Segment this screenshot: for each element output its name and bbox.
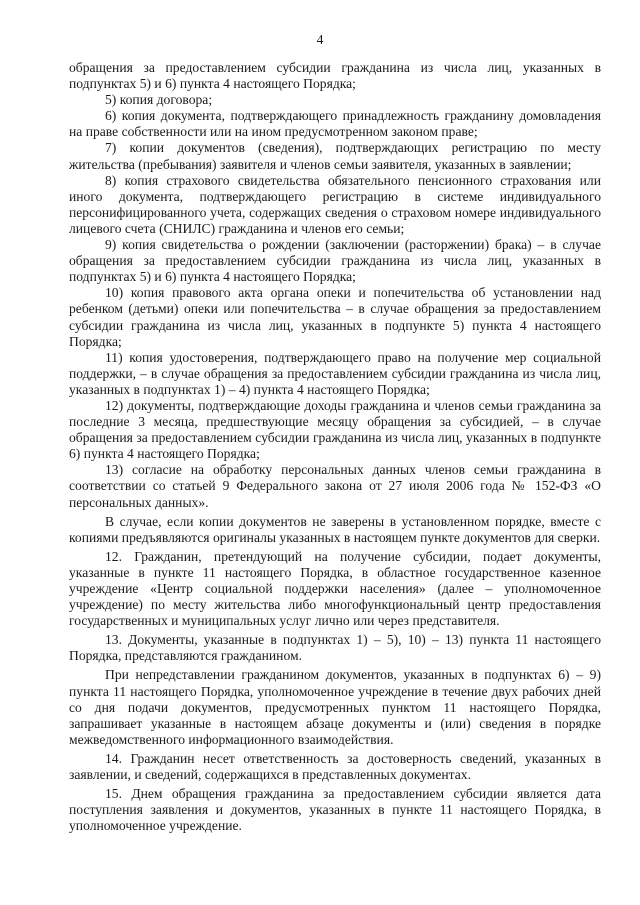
- paragraph: 13) согласие на обработку персональных данных членов семьи гражданина в соответствии со статьей 9 Федерального закона от 27 июля 2006 года № 152-ФЗ «О персональных данных».: [69, 462, 601, 510]
- paragraph: 12) документы, подтверждающие доходы гражданина и членов семьи гражданина за последние 3 месяца, предшествующие месяцу обращения за субсидией, – в случае обращения за предоставлением субсидии гражданина из числа лиц, указанных в подпункте 6) пункта 4 настоящего Порядка;: [69, 397, 601, 462]
- paragraph: 10) копия правового акта органа опеки и попечительства об установлении над ребенком (детьми) опеки или попечительства – в случае обращения за предоставлением субсидии гражданина из числа лиц, указанных в подпункте 5) пункта 4 настоящего Порядка;: [69, 285, 601, 349]
- paragraph: 12. Гражданин, претендующий на получение субсидии, подает документы, указанные в пункте 11 настоящего Порядка, в областное государственное казенное учреждение «Центр социальной поддержки населения» (далее – уполномоченное учреждение) по месту жительства либо многофункциональный центр предоставления государственных и муниципальных услуг лично или через представителя.: [69, 548, 601, 629]
- document-body: [69, 60, 601, 834]
- paragraph: 6) копия документа, подтверждающего принадлежность гражданину домовладения на праве собственности или на ином предусмотренном законом праве;: [69, 108, 601, 140]
- paragraph: В случае, если копии документов не заверены в установленном порядке, вместе с копиями предъявляются оригиналы указанных в настоящем пункте документов для сверки.: [69, 513, 601, 545]
- paragraph: 5) копия договора;: [105, 92, 213, 108]
- paragraph: 14. Гражданин несет ответственность за достоверность сведений, указанных в заявлении, и сведений, содержащихся в представленных документах.: [69, 750, 601, 783]
- paragraph: 11) копия удостоверения, подтверждающего право на получение мер социальной поддержки, – в случае обращения за предоставлением субсидии гражданина из числа лиц, указанных в подпунктах 1) – 4) пункта 4 настоящего Порядка;: [69, 349, 601, 397]
- paragraph: 9) копия свидетельства о рождении (заключении (расторжении) брака) – в случае обращения за предоставлением субсидии гражданина из числа лиц, указанных в подпунктах 5) и 6) пункта 4 настоящего Порядка;: [69, 237, 601, 285]
- paragraph: 15. Днем обращения гражданина за предоставлением субсидии является дата поступления заявления и документов, указанных в пункте 11 настоящего Порядка, в уполномоченное учреждение.: [69, 786, 601, 834]
- page-number: 4: [316, 32, 324, 47]
- paragraph: 8) копия страхового свидетельства обязательного пенсионного страхования или иного документа, подтверждающего регистрацию в системе индивидуального персонифицированного учета, содержащих сведения о страховом номере индивидуального лицевого счета (СНИЛС) гражданина и членов его семьи;: [69, 172, 601, 236]
- paragraph: 7) копии документов (сведения), подтверждающих регистрацию по месту жительства (пребывания) заявителя и членов семьи заявителя, указанных в заявлении;: [69, 140, 601, 172]
- paragraph: 13. Документы, указанные в подпунктах 1) – 5), 10) – 13) пункта 11 настоящего Порядка, представляются гражданином.: [69, 632, 601, 664]
- paragraph: обращения за предоставлением субсидии гражданина из числа лиц, указанных в подпунктах 5) и 6) пункта 4 настоящего Порядка;: [69, 60, 601, 92]
- paragraph: При непредставлении гражданином документов, указанных в подпунктах 6) – 9) пункта 11 настоящего Порядка, уполномоченное учреждение в течение двух рабочих дней со дня подачи документов, предусмотренных пунктом 11 настоящего Порядка, запрашивает указанные в настоящем абзаце документы и (или) сведения в порядке межведомственного информационного взаимодействия.: [69, 667, 601, 747]
